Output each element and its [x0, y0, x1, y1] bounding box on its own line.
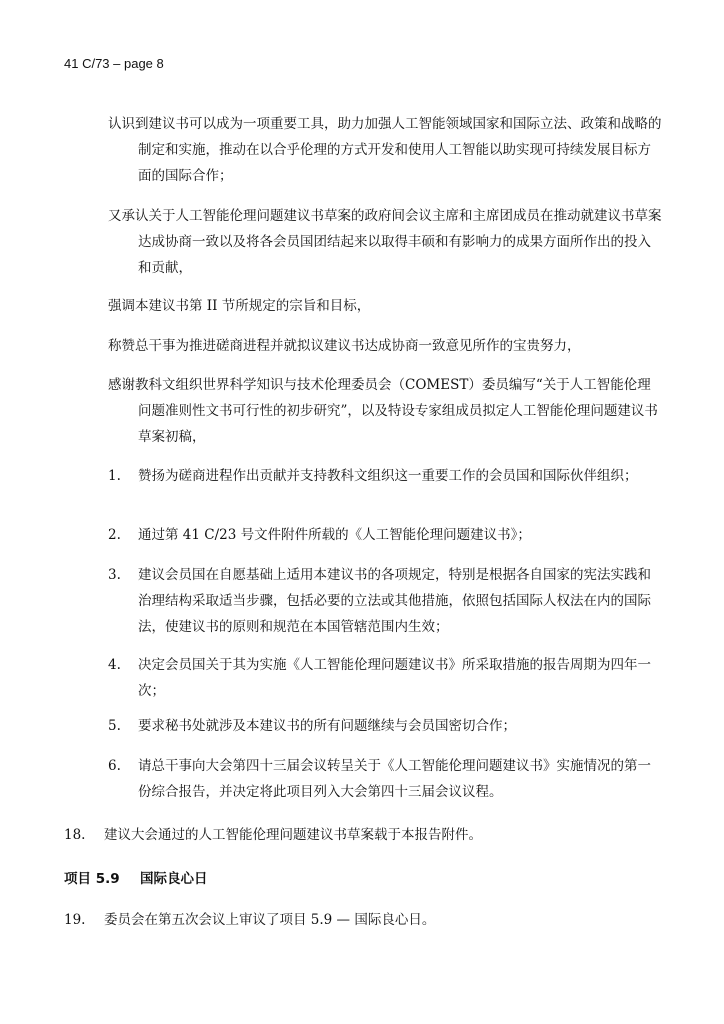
paragraph-18 [64, 822, 664, 848]
operative-item-5 [108, 713, 664, 739]
section-title: 国际良心日 [140, 871, 208, 887]
item-text: 要求秘书处就涉及本建议书的所有问题继续与会员国密切合作； [138, 718, 516, 734]
paragraph-text: 建议大会通过的人工智能伦理问题建议书草案载于本报告附件。 [104, 827, 482, 843]
operative-item-6 [108, 753, 664, 805]
preamble-paragraph-1: 认识到建议书可以成为一项重要工具，助力加强人工智能领域国家和国际立法、政策和战略的制定和实施，推动在以合乎伦理的方式开发和使用人工智能以助实现可持续发展目标方面的国际合作； [108, 116, 662, 184]
paragraph-19 [64, 907, 664, 933]
item-text: 请总干事向大会第四十三届会议转呈关于《人工智能伦理问题建议书》实施情况的第一份综合报告，并决定将此项目列入大会第四十三届会议议程。 [138, 758, 651, 800]
preamble-paragraph-5: 感谢教科文组织世界科学知识与技术伦理委员会（COMEST）委员编写“关于人工智能伦理问题准则性文书可行性的初步研究”，以及特设专家组成员拟定人工智能伦理问题建议书草案初稿， [108, 377, 658, 445]
paragraph-number: 18. [64, 827, 86, 843]
item-number: 3. [108, 567, 121, 583]
preamble-paragraph-2: 又承认关于人工智能伦理问题建议书草案的政府间会议主席和主席团成员在推动就建议书草案达成协商一致以及将各会员国团结起来以取得丰硕和有影响力的成果方面所作出的投入和贡献， [108, 208, 662, 276]
item-text: 赞扬为磋商进程作出贡献并支持教科文组织这一重要工作的会员国和国际伙伴组织； [138, 468, 638, 484]
item-number: 6. [108, 758, 121, 774]
item-text: 通过第 41 C/23 号文件附件所载的《人工智能伦理问题建议书》； [138, 527, 531, 543]
section-heading [64, 866, 208, 892]
operative-item-1 [108, 463, 664, 489]
item-text: 决定会员国关于其为实施《人工智能伦理问题建议书》所采取措施的报告周期为四年一次； [138, 657, 651, 699]
item-text: 建议会员国在自愿基础上适用本建议书的各项规定，特别是根据各自国家的宪法实践和治理结构采取适当步骤，包括必要的立法或其他措施，依照包括国际人权法在内的国际法，使建议书的原则和规范在本国管辖范围内生效； [138, 567, 651, 635]
preamble-paragraph-3: 强调本建议书第 II 节所规定的宗旨和目标， [108, 298, 371, 314]
item-number: 2. [108, 527, 121, 543]
item-number: 1. [108, 468, 121, 484]
operative-item-2 [108, 522, 664, 548]
page-header: 41 C/73 – page 8 [64, 56, 164, 71]
item-number: 5. [108, 718, 121, 734]
item-number: 4. [108, 657, 121, 673]
preamble-paragraph-4: 称赞总干事为推进磋商进程并就拟议建议书达成协商一致意见所作的宝贵努力， [108, 338, 581, 354]
operative-item-3 [108, 562, 664, 640]
operative-item-4 [108, 652, 664, 704]
section-code: 项目 5.9 [64, 871, 120, 887]
paragraph-number: 19. [64, 912, 86, 928]
paragraph-text: 委员会在第五次会议上审议了项目 5.9 — 国际良心日。 [104, 912, 436, 928]
